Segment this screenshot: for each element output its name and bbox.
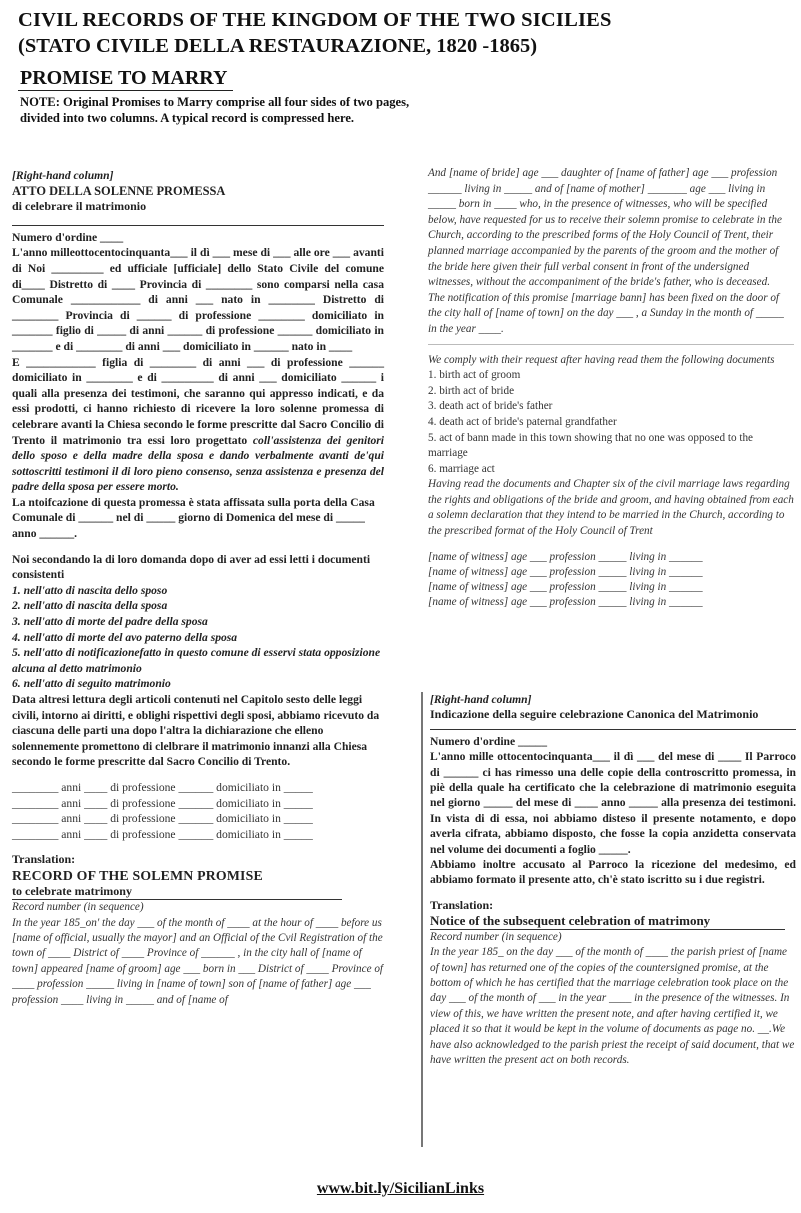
list-item: 6. nell'atto di seguito matrimonio [12,677,171,691]
left-body3: Noi secondando la di loro domanda dopo di aver ad essi letti i documenti consistenti [12,552,371,582]
list-item: [name of witness] age ___ profession _____ living in ______ [428,565,703,578]
left-column-label: [Right-hand column] [12,169,114,182]
left-body1-italic: coll'assistenza dei genitori dello sposo e della madre della sposa e dando verbalmente avanti de'qui sottoscritti testimoni il di loro pieno consenso, senza assistenza e presenza del padre della sposa per essere morto. [12,433,384,494]
right-divider [428,344,794,345]
left-column [12,168,384,1008]
right-doc-list [428,368,794,477]
left-witness-lines [12,780,384,842]
right-section-bar [421,692,423,1147]
left-heading1: ATTO DELLA SOLENNE PROMESSA [12,183,226,198]
list-item: [name of witness] age ___ profession _____ living in ______ [428,550,703,563]
section-title: PROMISE TO MARRY [20,67,228,89]
right-comply-text: We comply with their request after having read them the following documents [428,353,775,366]
list-item: [name of witness] age ___ profession _____ living in ______ [428,580,703,593]
list-item: 2. nell'atto di nascita della sposa [12,599,168,613]
left-heading2: di celebrare il matrimonio [12,199,147,214]
left-body1 [12,230,384,495]
left-doc-list [12,583,384,692]
list-item: ________ anni ____ di professione ______ domiciliato in _____ [12,780,313,794]
list-item: [name of witness] age ___ profession _____ living in ______ [428,595,703,608]
right-lower-section [430,692,796,1068]
page-title-line1: CIVIL RECORDS OF THE KINGDOM OF THE TWO SICILIES [18,9,612,31]
list-item: ________ anni ____ di professione ______ domiciliato in _____ [12,812,313,826]
list-item: 4. death act of bride's paternal grandfather [428,415,617,428]
list-item: 2. birth act of bride [428,384,515,397]
list-item: 4. nell'atto di morte del avo paterno della sposa [12,630,238,644]
section-title-underline [18,90,233,91]
right-body1: Numero d'ordine _____ L'anno mille ottocentocinquanta___ il dì ___ del mese di ____ Il Parroco di ______ ci has rimesso una delle copie della controscritto promessa, in piè della quale ha certificato che la celebrazione di matrimonio eseguita nel giorno _____ del mese di ____ anno _____ alla presenza dei testimoni. In vista di di essa, noi abbiamo disteso il presente notamento, e dopo averla cifrata, abbiamo disposto, che fosse la copia anzidetta conservata nel volume dei documenti a foglio _____. Abbiamo inoltre accusato al Parroco la ricezione del medesimo, ed abbiamo formato il presente atto, ch'è stato iscritto su i due registri. [430,734,796,887]
left-translation-title2: to celebrate matrimony [12,884,342,901]
page-title-line2: (STATO CIVILE DELLA RESTAURAZIONE, 1820 -1865) [18,35,538,57]
list-item: 3. nell'atto di morte del padre della sposa [12,615,208,629]
list-item: 1. birth act of groom [428,369,521,382]
left-translation-label: Translation: [12,852,76,867]
footer-link[interactable]: www.bit.ly/SicilianLinks [316,1180,485,1197]
list-item: ________ anni ____ di professione ______ domiciliato in _____ [12,827,313,841]
right-translation-label: Translation: [430,897,494,912]
right-having-read: Having read the documents and Chapter six of the civil marriage laws regarding the rights and obligations of the bride and groom, and having obtained from each a solemn declaration that they intend to be married in the Church, according to the prescribed format of the Holy Council of Trent [428,478,794,538]
note-text: NOTE: Original Promises to Marry comprise all four sides of two pages, divided into two columns. A typical record is compressed here. [20,95,410,125]
left-body1-text: Numero d'ordine ____ L'anno milleottocentocinquanta___ il dì ___ mese di ___ alle ore ___ avanti di Noi _________ ed ufficiale [ufficiale] dello Stato Civile del comune di____ Distretto di ____ Provincia di ________ sono comparsi nella casa Comunale ____________ di anni ___ nato in ________ Distretto di ________ Provincia di ______ di professione ________ domiciliato in _______ figlio di _____ di anni ______ di professione ______ domiciliato in _______ e di ________ di anni ___ domiciliato in ______ nato in ____ E ____________ figlia di ________ di anni ___ di professione ______ domiciliato in ________ e di _________ di anni ___ domiciliato ______ i quali alla presenza dei testimoni, che saranno qui appresso indicati, e da essi prodotti, ci hanno richiesto di ricevere la loro solenne promessa di celebrare avanti la Chiesa secondo le forme prescritte dal Sacro Concilio di Trento il matrimonio tra essi loro progettato [12,230,384,447]
right-heading1: Indicazione della seguire celebrazione Canonica del Matrimonio [430,707,759,722]
list-item: 3. death act of bride's father [428,400,553,413]
list-item: ________ anni ____ di professione ______ domiciliato in _____ [12,796,313,810]
right-heading-rule [430,729,796,730]
right-translation-body: Record number (in sequence) In the year 185_ on the day ___ of the month of ____ the parish priest of [name of town] has returned one of the copies of the countersigned promise, at the bottom of which he has certified that the marriage celebration took place on the day ___ of the month of ___ in the year ____ in the presence of the witnesses. In view of this, we have written the present note, and after having certified it, we placed it so that it would be kept in the volume of documents as page no. __.We have also acknowledged to the parish priest the receipt of said document, that we have written the present act on both records. [430,930,795,1066]
list-item: 5. act of bann made in this town showing that no one was opposed to the marriage [428,431,754,460]
list-item: 5. nell'atto di notificazionefatto in questo comune di esservi stata opposizione alcuna al detto matrimonio [12,646,381,675]
left-body2: La ntoifcazione di questa promessa è stata affissata sulla porta della Casa Comunale di ______ nel di _____ giorno di Domenica del mese di _____ anno ______. [12,495,375,541]
right-translation-text: And [name of bride] age ___ daughter of [name of father] age ___ profession ______ living in _____ and of [name of mother] _______ age ___ living in _____ born in ____ who, in the presence of witnesses, who will be specified below, have requested for us to receive their solemn promise to celebrate in the Church, according to the prescribed forms of the Holy Council of Trent, their planned marriage accompanied by the parents of the groom and the mother of the bride here given their full verbal consent in front of the undersigned witnesses, without the accompaniment of the bride's father, who is deceased. The notification of this promise [marriage bann] has been fixed on the door of the city hall of [name of town] on the day ___ , a Sunday in the month of _____ in the year ____. [428,167,784,335]
right-column-label: [Right-hand column] [430,693,532,706]
left-body4: Data altresi lettura degli articoli contenuti nel Capitolo sesto delle leggi civili, intorno ai diritti, e oblighi rispettivi degli sposi, abbiamo ricevuto da ciascuna delle parti una dopo l'altra la dichiarazione che elleno solennemente promettono di clelbrare il matrimonio innanzi alla Chiesa secondo le forme prescritte dal Sacro Concilio di Trento. [12,693,380,769]
right-translation-title: Notice of the subsequent celebration of matrimony [430,913,785,929]
right-column [428,166,794,610]
list-item: 1. nell'atto di nascita dello sposo [12,583,168,597]
left-translation-title1: RECORD OF THE SOLEMN PROMISE [12,867,263,883]
left-translation-body: Record number (in sequence) In the year 185_on' the day ___ of the month of ____ at the hour of ____ before us [name of official, usually the mayor] and an Official of the Cvil Registration of the town of ____ District of ____ Province of ______ , in the city hall of [name of town] appeared [name of groom] age ___ born in ___ District of ____ Province of ____ profession _____ living in [name of town] son of [name of father] age ___ profession ____ living in _____ and of [name of [12,901,384,1006]
left-heading-rule [12,225,384,226]
list-item: 6. marriage act [428,462,495,475]
right-witness-lines [428,550,794,610]
